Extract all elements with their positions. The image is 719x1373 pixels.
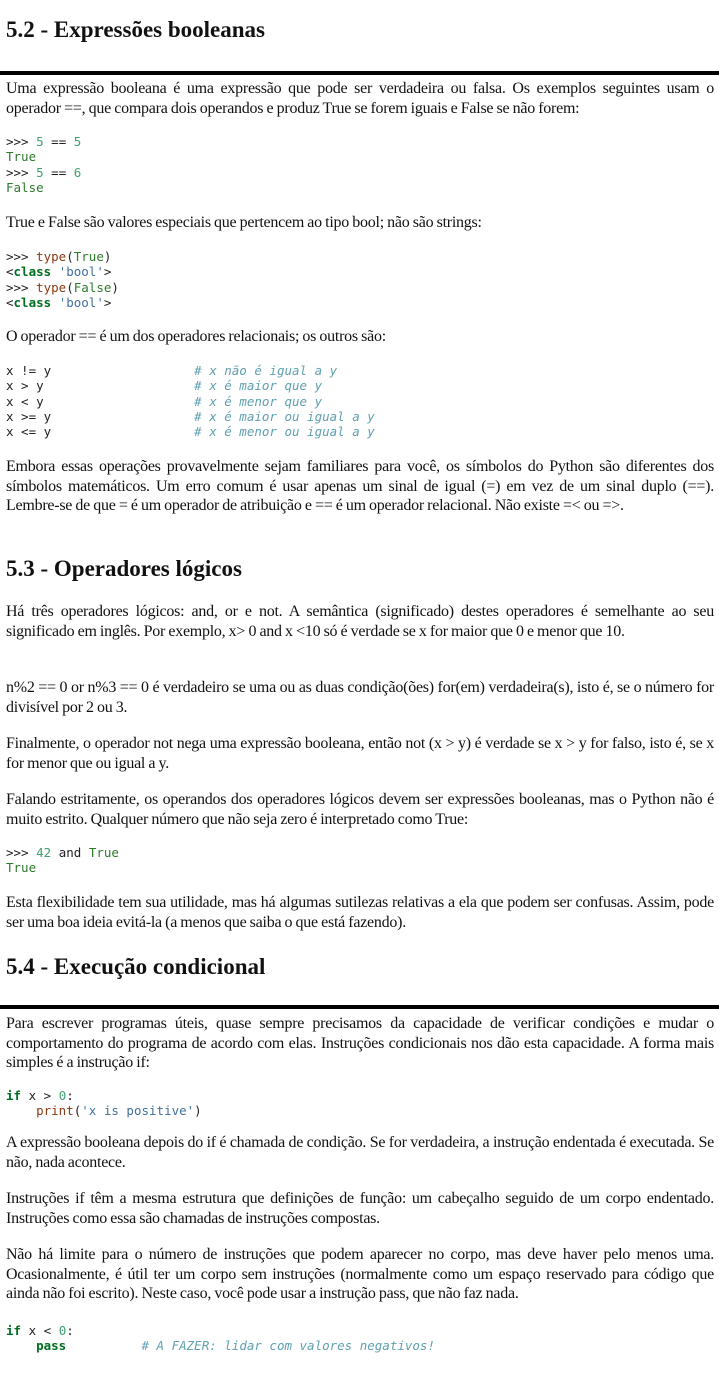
code-line: >>> 42 and True xyxy=(6,845,119,860)
code-line: >>> type(True) xyxy=(6,249,112,264)
code-line: >>> type(False) xyxy=(6,279,119,295)
code-expression: x != y xyxy=(6,363,195,378)
code-block-relational xyxy=(6,363,714,439)
code-block xyxy=(6,363,714,439)
code-expression: x < y xyxy=(6,393,195,409)
paragraph: Esta flexibilidade tem sua utilidade, mas há algumas sutilezas relativas a ela que podem ser confusas. Assim, pode ser uma boa ideia evitá-la (a menos que saiba o que está fazendo). xyxy=(6,894,714,931)
code-line xyxy=(6,424,375,439)
paragraph: Uma expressão booleana é uma expressão que pode ser verdadeira ou falsa. Os exemplos seguintes usam o operador ==, que compara dois operandos e produz True se forem iguais e False se não forem: xyxy=(6,80,714,117)
section-title-5-2: 5.2 - Expressões booleanas xyxy=(6,17,265,42)
paragraph: Finalmente, o operador not nega uma expressão booleana, então not (x > y) é verdade se x > y for falso, isto é, se x for menor que ou igual a y. xyxy=(6,735,714,772)
section-title-5-3: 5.3 - Operadores lógicos xyxy=(6,556,242,581)
code-line xyxy=(6,378,322,393)
code-comment: # x não é igual a y xyxy=(194,363,338,378)
code-comment: # x é maior ou igual a y xyxy=(194,408,375,424)
section-title-5-4: 5.4 - Execução condicional xyxy=(6,954,266,979)
paragraph: A expressão booleana depois do if é chamada de condição. Se for verdadeira, a instrução endentada é executada. Se não, nada acontece. xyxy=(6,1134,714,1171)
code-expression: x <= y xyxy=(6,424,195,440)
code-block xyxy=(6,1088,714,1119)
code-comment: # x é menor que y xyxy=(194,393,323,409)
code-line: print('x is positive') xyxy=(36,1103,202,1119)
code-comment: # x é maior que y xyxy=(194,378,323,394)
paragraph: Não há limite para o número de instruções que podem aparecer no corpo, mas deve haver pelo menos uma. Ocasionalmente, é útil ter um corpo sem instruções (normalmente como um espaço reservado para código que ainda não foi escrito). Neste caso, você pode usar a instrução pass, que não faz nada. xyxy=(6,1246,714,1303)
paragraph: Instruções if têm a mesma estrutura que definições de função: um cabeçalho seguido de um corpo endentado. Instruções como essa são chamadas de instruções compostas. xyxy=(6,1190,714,1227)
code-block xyxy=(6,134,714,195)
section-divider xyxy=(0,71,719,75)
code-expression: x >= y xyxy=(6,408,195,424)
code-line: >>> 5 == 6 xyxy=(6,164,82,180)
code-line: if x > 0: xyxy=(6,1088,74,1103)
paragraph: n%2 == 0 or n%3 == 0 é verdadeiro se uma ou as duas condição(ões) for(em) verdadeira(s), isto é, se o número for divisível por 2 ou 3. xyxy=(6,679,714,716)
code-comment: # x é menor ou igual a y xyxy=(194,424,375,440)
paragraph: O operador == é um dos operadores relacionais; os outros são: xyxy=(6,328,386,345)
code-block xyxy=(6,1323,714,1354)
paragraph: Embora essas operações provavelmente sejam familiares para você, os símbolos do Python são diferentes dos símbolos matemáticos. Um erro comum é usar apenas um sinal de igual (=) em vez de um sinal duplo (==). Lembre-se de que = é um operador de atribuição e == é um operador relacional. Não existe =< ou =>. xyxy=(6,458,714,515)
code-line: if x < 0: xyxy=(6,1323,74,1338)
code-line: >>> 5 == 5 xyxy=(6,134,82,149)
code-line xyxy=(6,394,322,409)
code-block xyxy=(6,845,714,876)
code-line xyxy=(6,409,375,424)
code-line xyxy=(6,363,337,378)
paragraph: Para escrever programas úteis, quase sempre precisamos da capacidade de verificar condições e mudar o comportamento do programa de acordo com elas. Instruções condicionais nos dão esta capacidade. A forma mais simples é a instrução if: xyxy=(6,1015,714,1072)
code-line: True xyxy=(6,149,37,165)
code-line: False xyxy=(6,179,44,195)
code-expression: x > y xyxy=(6,378,195,394)
paragraph: True e False são valores especiais que pertencem ao tipo bool; não são strings: xyxy=(6,214,482,231)
section-divider xyxy=(0,1005,719,1009)
code-block xyxy=(6,249,714,310)
code-line: pass # A FAZER: lidar com valores negativos! xyxy=(36,1338,435,1354)
paragraph: Falando estritamente, os operandos dos operadores lógicos devem ser expressões booleanas, mas o Python não é muito estrito. Qualquer número que não seja zero é interpretado como True: xyxy=(6,791,714,828)
code-line: <class 'bool'> xyxy=(6,264,112,280)
code-line: True xyxy=(6,860,37,876)
paragraph: Há três operadores lógicos: and, or e not. A semântica (significado) destes operadores é semelhante ao seu significado em inglês. Por exemplo, x> 0 and x <10 só é verdade se x for maior que 0 e menor que 10. xyxy=(6,603,714,640)
code-line: <class 'bool'> xyxy=(6,294,112,310)
